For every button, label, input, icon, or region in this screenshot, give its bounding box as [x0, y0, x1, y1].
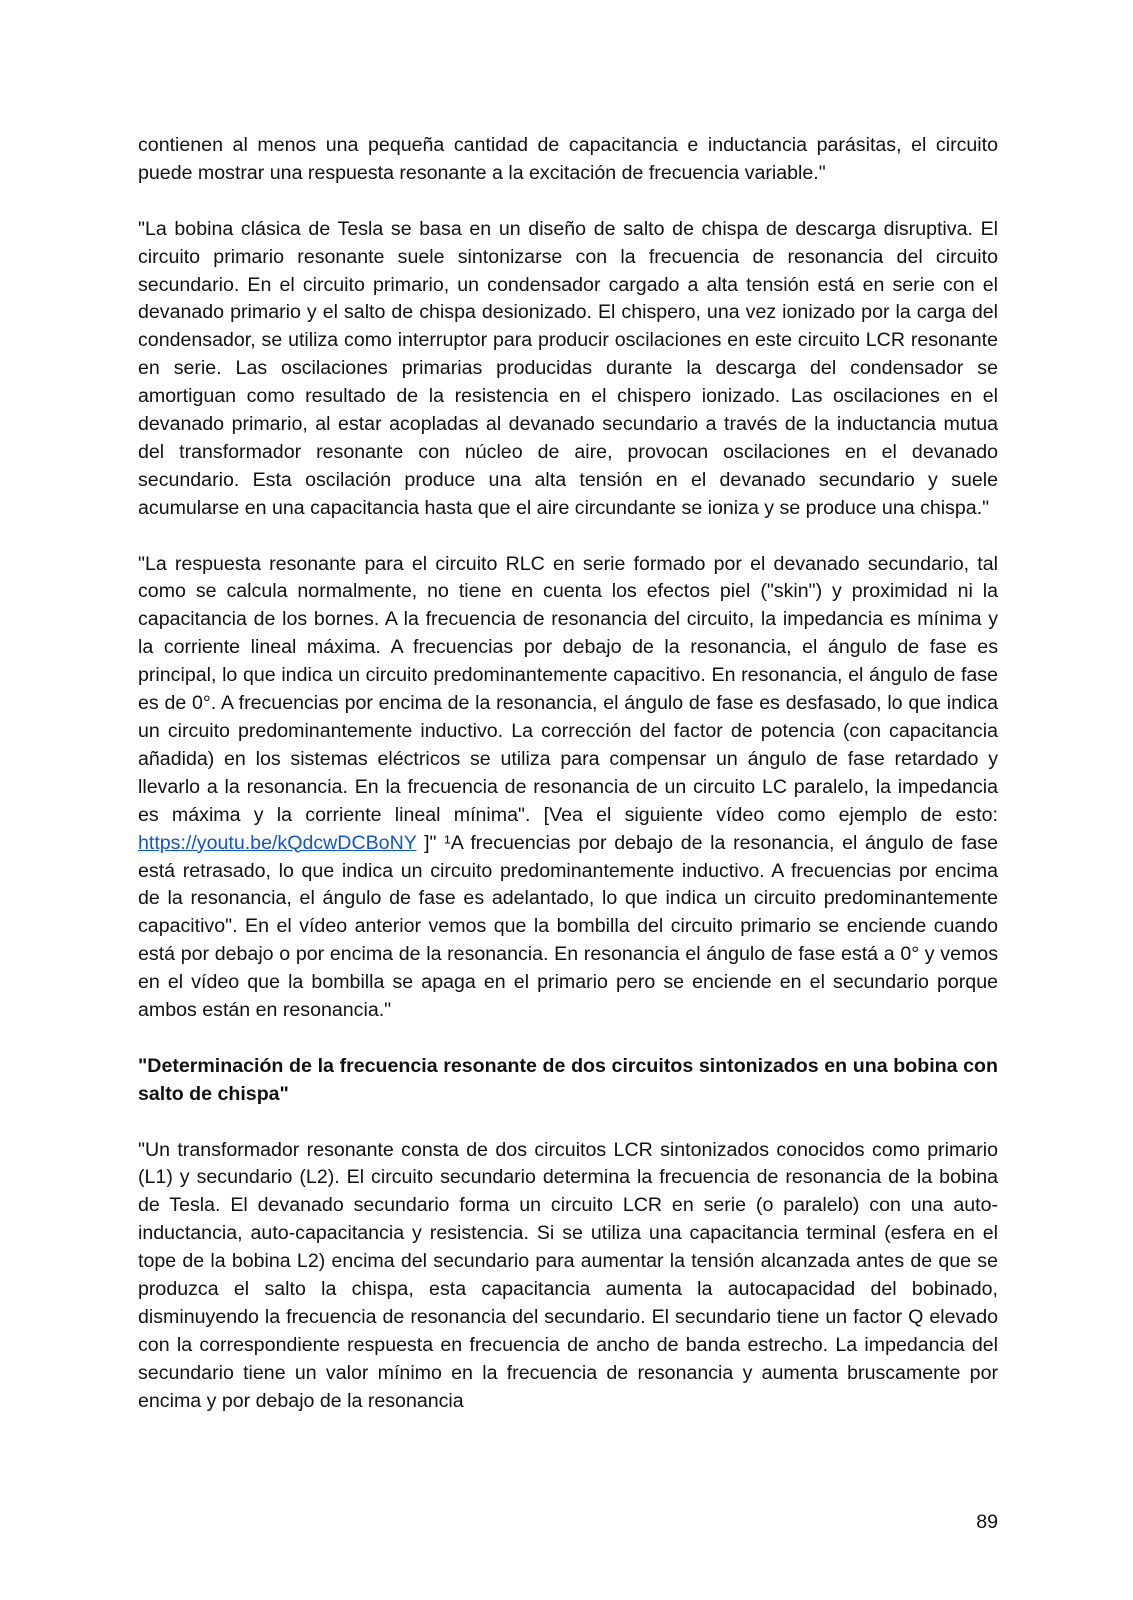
paragraph-text-after-link: ]" ¹A frecuencias por debajo de la resonancia, el ángulo de fase está retrasado, lo que indica un circuito predominantemente inductivo. A frecuencias por encima de la resonancia, el ángulo de fase es adelantado, lo que indica un circuito predominantemente capacitivo". En el vídeo anterior vemos que la bombilla del circuito primario se enciende cuando está por debajo o por encima de la resonancia. En resonancia el ángulo de fase está a 0° y vemos en el vídeo que la bombilla se apaga en el primario pero se enciende en el secundario porque ambos están en resonancia."	[138, 831, 998, 1022]
paragraph-tesla-coil: "La bobina clásica de Tesla se basa en un diseño de salto de chispa de descarga disruptiva. El circuito primario resonante suele sintonizarse con la frecuencia de resonancia del circuito secundario. En el circuito primario, un condensador cargado a alta tensión está en serie con el devanado primario y el salto de chispa desionizado. El chispero, una vez ionizado por la carga del condensador, se utiliza como interruptor para producir oscilaciones en este circuito LCR resonante en serie. Las oscilaciones primarias producidas durante la descarga del condensador se amortiguan como resultado de la resistencia en el chispero ionizado. Las oscilaciones en el devanado primario, al estar acopladas al devanado secundario a través de la inductancia mutua del transformador resonante con núcleo de aire, provocan oscilaciones en el devanado secundario. Esta oscilación produce una alta tensión en el devanado secundario y suele acumularse en una capacitancia hasta que el aire circundante se ioniza y se produce una chispa."	[138, 217, 998, 519]
youtube-link[interactable]: https://youtu.be/kQdcwDCBoNY	[138, 831, 417, 854]
page-number: 89	[976, 1511, 998, 1533]
paragraph-resonant-response	[138, 551, 998, 1025]
paragraph-continuation: contienen al menos una pequeña cantidad de capacitancia e inductancia parásitas, el circuito puede mostrar una respuesta resonante a la excitación de frecuencia variable."	[138, 134, 998, 184]
section-heading: "Determinación de la frecuencia resonante de dos circuitos sintonizados en una bobina con salto de chispa"	[138, 1054, 998, 1105]
paragraph-text-before-link: "La respuesta resonante para el circuito RLC en serie formado por el devanado secundario, tal como se calcula normalmente, no tiene en cuenta los efectos piel ("skin") y proximidad ni la capacitancia de los bornes. A la frecuencia de resonancia del circuito, la impedancia es mínima y la corriente lineal máxima. A frecuencias por debajo de la resonancia, el ángulo de fase es principal, lo que indica un circuito predominantemente capacitivo. En resonancia, el ángulo de fase es de 0°. A frecuencias por encima de la resonancia, el ángulo de fase es desfasado, lo que indica un circuito predominantemente inductivo. La corrección del factor de potencia (con capacitancia añadida) en los sistemas eléctricos se utiliza para compensar un ángulo de fase retardado y llevarlo a la resonancia. En la frecuencia de resonancia de un circuito LC paralelo, la impedancia es máxima y la corriente lineal mínima". [Vea el siguiente vídeo como ejemplo de esto:	[138, 552, 998, 826]
page-content	[138, 132, 998, 1444]
paragraph-resonant-transformer: "Un transformador resonante consta de dos circuitos LCR sintonizados conocidos como primario (L1) y secundario (L2). El circuito secundario determina la frecuencia de resonancia de la bobina de Tesla. El devanado secundario forma un circuito LCR en serie (o paralelo) con una auto-inductancia, auto-capacitancia y resistencia. Si se utiliza una capacitancia terminal (esfera en el tope de la bobina L2) encima del secundario para aumentar la tensión alcanzada antes de que se produzca el salto la chispa, esta capacitancia aumenta la autocapacidad del bobinado, disminuyendo la frecuencia de resonancia del secundario. El secundario tiene un factor Q elevado con la correspondiente respuesta en frecuencia de ancho de banda estrecho. La impedancia del secundario tiene un valor mínimo en la frecuencia de resonancia y aumenta bruscamente por encima y por debajo de la resonancia	[138, 1138, 998, 1412]
